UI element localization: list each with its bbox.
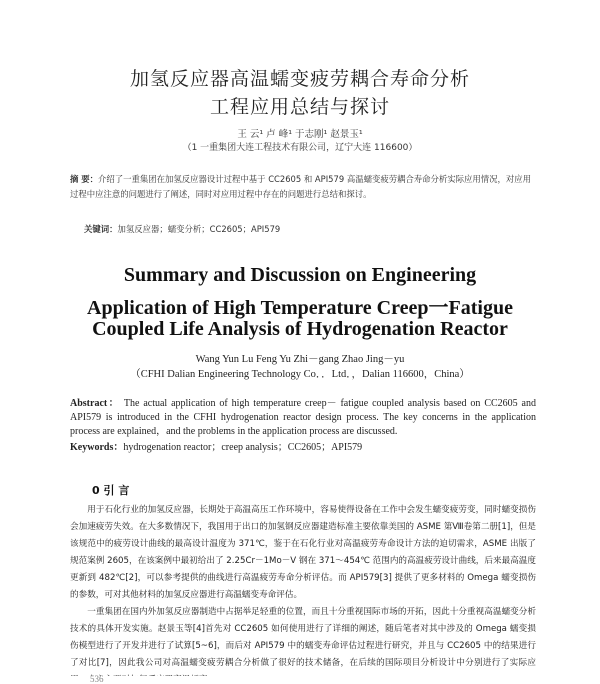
en-authors: Wang Yun Lu Feng Yu Zhi－gang Zhao Jing－yu <box>195 354 405 365</box>
intro-paragraph-2: 一重集团在国内外加氢反应器制造中占据举足轻重的位置，而且十分重视国际市场的开拓，因此十分重视高温蠕变分析技术的具体开发实施。赵景玉等[4]首先对 CC2605 如何使用进行了详细的阐述，随后笔者对其中涉及的 Omega 蠕变损伤模型进行了开发并进行了试算[5~6]，而后对 API579 中的蠕变寿命评估过程进行研究，并且与 CC2605 中的结果进行了对比[7]，因此我公司对高温蠕变疲劳耦合分析做了很好的技术储备，在后续的国际项目分析设计中分别进行了实际应 <box>70 607 536 668</box>
cn-title-line-2: 工程应用总结与探讨 <box>209 96 390 118</box>
cn-keywords-label: 关键词： <box>84 224 118 234</box>
cn-keywords <box>84 222 536 237</box>
en-keywords-text: hydrogenation reactor；creep analysis；CC2605；API579 <box>123 442 363 453</box>
en-title-line-3: Coupled Life Analysis of Hydrogenation Reactor <box>92 318 508 340</box>
cn-title-line-1: 加氢反应器高温蠕变疲劳耦合寿命分析 <box>129 68 470 90</box>
en-abstract-text: The actual application of high temperature creep－ fatigue coupled analysis based on CC2605 and API579 is introduced in the CFHI hydrogenation reactor design process. The key concerns in the application process are explained，and the problems in the application process are discussed. <box>70 398 536 437</box>
en-keywords-label: Keywords： <box>70 442 124 453</box>
en-affiliation: （CFHI Dalian Engineering Technology Co．．Ltd．，Dalian 116600，China） <box>130 369 470 380</box>
cn-abstract-text: 介绍了一重集团在加氢反应器设计过程中基于 CC2605 和 API579 高温蠕变疲劳耦合寿命分析实际应用情况，对应用过程中应注意的问题进行了阐述，同时对应用过程中存在的问题进行总结和探讨。 <box>70 174 532 199</box>
cn-keywords-text: 加氢反应器；蠕变分析；CC2605；API579 <box>117 224 281 234</box>
section-heading-introduction: 0 引 言 <box>92 484 130 497</box>
cn-affiliation: （1 一重集团大连工程技术有限公司，辽宁大连 116600） <box>182 143 418 153</box>
en-keywords <box>70 441 536 455</box>
cn-abstract-label: 摘 要： <box>70 174 99 184</box>
cn-abstract <box>70 172 536 202</box>
en-title-line-1: Summary and Discussion on Engineering <box>123 264 477 286</box>
cn-authors: 王 云¹ 卢 峰¹ 于志刚¹ 赵景玉¹ <box>237 129 363 140</box>
en-title-line-2: Application of High Temperature Creep一Fatigue <box>87 297 513 319</box>
en-abstract <box>70 397 536 439</box>
page-number: 536 <box>90 674 104 684</box>
intro-paragraph-1: 用于石化行业的加氢反应器，长期处于高温高压工作环境中，容易使得设备在工作中会发生蠕变疲劳变，同时蠕变损伤会加速疲劳失效。在大多数情况下，我国用于出口的加氢钢反应器建造标准主要依靠美国的 ASME 第Ⅷ卷第二册[1]，但是该规范中的疲劳设计曲线的最高设计温度为 371℃，鉴于在石化行业对高温疲劳寿命设计方法的迫切需求，ASME 出版了规范案例 2605，在该案例中最初给出了 2.25Cr－1Mo－V 钢在 371～454℃ 范围内的高温疲劳设计曲线，后来最高温度更新到 482℃[2]，可以参考提供的曲线进行高温疲劳寿命分析评估。而 API579[3] 提供了更多材料的 Omega 蠕变损伤的参数，可对其他材料的加氢反应器进行高温蠕变寿命评估。 <box>70 505 536 600</box>
en-abstract-label: Abstract： <box>70 398 120 409</box>
